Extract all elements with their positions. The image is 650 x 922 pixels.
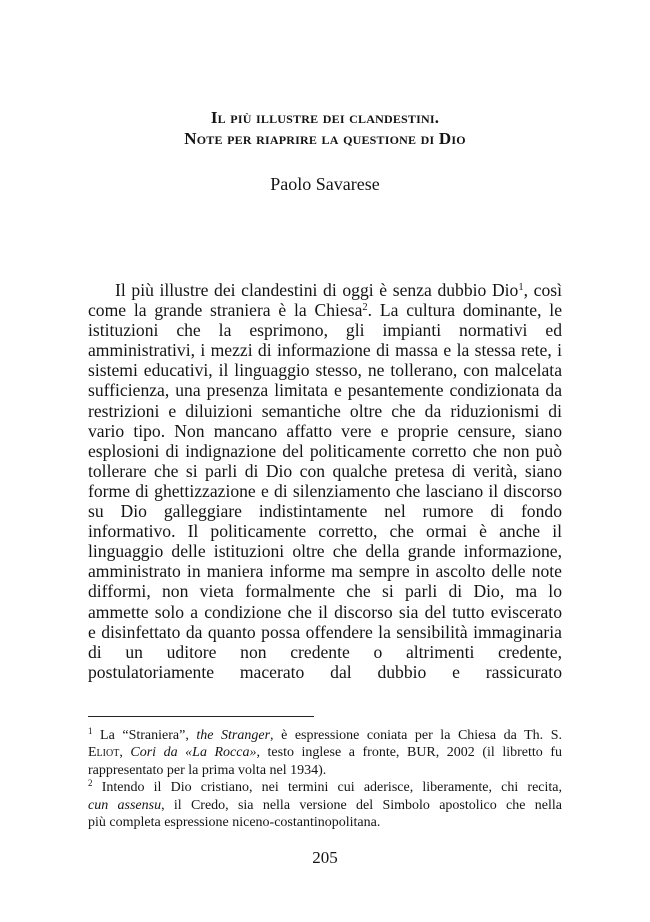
footnote-2-line-3: più completa espressione niceno-costantinopolitana. bbox=[88, 815, 381, 831]
body-line: informativo. Il politicamente corretto, che ormai è anche il bbox=[88, 521, 562, 542]
body-line: e disinfettato da quanto possa offendere la sensibilità immaginaria bbox=[88, 621, 562, 642]
body-line: di un uditore non credente o altrimenti credente, bbox=[88, 641, 562, 662]
body-line: su Dio galleggiare indistintamente nel rumore di fondo bbox=[88, 501, 562, 522]
footnote-1-line-3: rappresentato per la prima volta nel 1934). bbox=[88, 762, 327, 778]
body-line: vario tipo. Non mancano affatto vere e proprie censure, siano bbox=[88, 420, 562, 441]
body-line: difformi, non vieta formalmente che si parli di Dio, ma lo bbox=[88, 581, 562, 602]
body-line: linguaggio delle istituzioni oltre che della grande informazione, bbox=[88, 541, 562, 562]
body-line: forme di ghettizzazione e di silenziamento che lasciano il discorso bbox=[88, 480, 562, 501]
body-line: tollerare che si parli di Dio con qualche pretesa di verità, siano bbox=[88, 460, 562, 481]
footnote-1-line-2: Eliot, Cori da «La Rocca», testo inglese a fronte, BUR, 2002 (il libretto fu bbox=[88, 745, 563, 761]
chapter-title bbox=[0, 107, 650, 149]
body-line: sistemi educativi, il linguaggio stesso, ne tollerano, con malcelata bbox=[88, 360, 562, 381]
body-line: Il più illustre dei clandestini di oggi è senza dubbio Dio$^1$, così bbox=[115, 280, 562, 300]
body-line: amministrativi, i mezzi di informazione di massa e la stessa rete, i bbox=[88, 340, 562, 361]
body-line: sufficienza, una presenza limitata e pesantemente condizionata da bbox=[88, 380, 562, 401]
body-line: ammette solo a condizione che il discorso sia del tutto eviscerato bbox=[88, 601, 562, 622]
body-line: postulatoriamente macerato dal dubbio e rassicurato bbox=[88, 661, 562, 682]
author-name: Paolo Savarese bbox=[270, 174, 380, 194]
footnote-marker: 2 bbox=[88, 778, 93, 789]
page-number: 205 bbox=[312, 848, 338, 867]
footnote-2: $^2$ Intendo il Dio cristiano, nei termini cui aderisce, liberamente, chi recita, bbox=[88, 778, 563, 796]
title-line-2: Note per riaprire la questione di Dio bbox=[184, 129, 466, 148]
footnote-separator bbox=[88, 716, 314, 717]
body-paragraph bbox=[88, 280, 562, 682]
body-line: istituzioni che la esprimono, gli impianti normativi ed bbox=[88, 320, 562, 341]
body-line: amministrato in maniera informe ma sempre in ascolto delle note bbox=[88, 561, 562, 582]
footnotes bbox=[88, 727, 562, 831]
footnote-marker: 1 bbox=[88, 726, 93, 736]
body-line: esplosioni di indignazione del politicamente corretto che non può bbox=[88, 440, 562, 461]
footnote-ref-2: 2 bbox=[362, 302, 368, 314]
title-line-1: Il più illustre dei clandestini. bbox=[210, 108, 440, 127]
footnote-1: $^1$ La “Straniera”, the Stranger, è espressione coniata per la Chiesa da Th. S. bbox=[88, 726, 562, 743]
body-line: restrizioni e diluizioni semantiche oltre che da riduzionismi di bbox=[88, 400, 562, 421]
footnote-2-line-2: cun assensu, il Credo, sia nella versione del Simbolo apostolico che nella bbox=[88, 797, 562, 813]
footnote-ref-1: 1 bbox=[518, 282, 524, 293]
body-line: come la grande straniera è la Chiesa$^2$. La cultura dominante, le bbox=[88, 300, 563, 321]
